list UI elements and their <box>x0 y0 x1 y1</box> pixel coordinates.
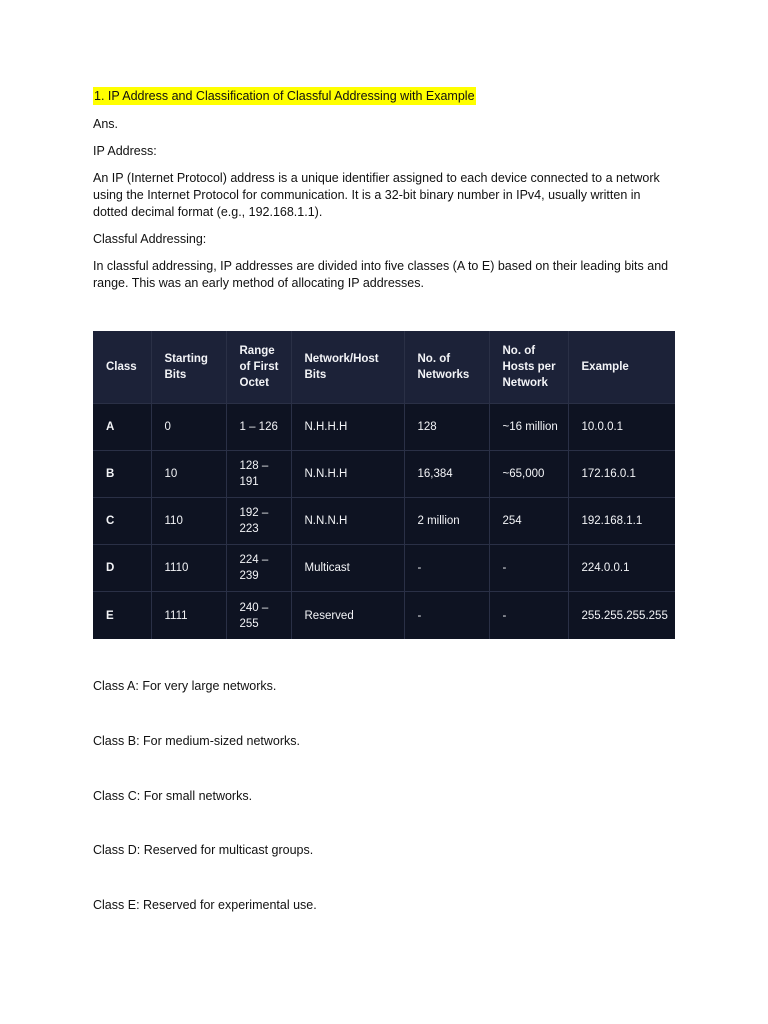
cell-range: 128 – 191 <box>226 450 291 497</box>
ip-address-label: IP Address: <box>93 144 157 158</box>
question-heading <box>93 87 678 105</box>
cell-example: 10.0.0.1 <box>568 403 675 450</box>
classful-addressing-definition: In classful addressing, IP addresses are divided into five classes (A to E) based on their leading bits and range. This was an early method of allocating IP addresses. <box>93 259 669 290</box>
cell-hosts: 254 <box>489 497 568 544</box>
cell-bits: 1111 <box>151 592 226 639</box>
header-network-host: Network/Host Bits <box>291 331 404 403</box>
cell-range: 224 – 239 <box>226 545 291 592</box>
cell-networks: 16,384 <box>404 450 489 497</box>
cell-range: 1 – 126 <box>226 403 291 450</box>
note-class-a: Class A: For very large networks. <box>93 679 277 693</box>
cell-class: B <box>106 467 115 480</box>
note-class-c: Class C: For small networks. <box>93 789 253 803</box>
cell-networks: - <box>404 592 489 639</box>
cell-hosts: - <box>489 545 568 592</box>
cell-bits: 0 <box>151 403 226 450</box>
answer-label: Ans. <box>93 117 119 131</box>
cell-example: 192.168.1.1 <box>568 497 675 544</box>
cell-networks: - <box>404 545 489 592</box>
cell-bits: 110 <box>151 497 226 544</box>
header-range: Range of First Octet <box>226 331 291 403</box>
cell-hosts: - <box>489 592 568 639</box>
document-body <box>93 87 678 292</box>
cell-network-host: Multicast <box>291 545 404 592</box>
header-example: Example <box>568 331 675 403</box>
cell-bits: 10 <box>151 450 226 497</box>
cell-hosts: ~65,000 <box>489 450 568 497</box>
note-class-e: Class E: Reserved for experimental use. <box>93 898 317 912</box>
cell-networks: 2 million <box>404 497 489 544</box>
cell-range: 192 – 223 <box>226 497 291 544</box>
header-networks: No. of Networks <box>404 331 489 403</box>
cell-example: 172.16.0.1 <box>568 450 675 497</box>
note-class-b: Class B: For medium-sized networks. <box>93 734 301 748</box>
cell-hosts: ~16 million <box>489 403 568 450</box>
cell-example: 224.0.0.1 <box>568 545 675 592</box>
classful-addressing-label: Classful Addressing: <box>93 232 207 246</box>
ip-address-definition: An IP (Internet Protocol) address is a unique identifier assigned to each device connected to a network using the Internet Protocol for communication. It is a 32-bit binary number in IPv4, usually written in dotted decimal format (e.g., 192.168.1.1). <box>93 171 660 219</box>
classful-table <box>93 331 675 639</box>
cell-example: 255.255.255.255 <box>568 592 675 639</box>
cell-class: E <box>106 609 114 622</box>
cell-class: C <box>106 514 115 527</box>
classful-table-grid <box>93 331 675 639</box>
cell-network-host: N.N.H.H <box>291 450 404 497</box>
heading-highlight: 1. IP Address and Classification of Classful Addressing with Example <box>94 89 475 103</box>
cell-range: 240 – 255 <box>226 592 291 639</box>
cell-networks: 128 <box>404 403 489 450</box>
cell-class: D <box>106 562 115 575</box>
table-row <box>93 497 675 544</box>
table-row <box>93 545 675 592</box>
header-class: Class <box>106 360 137 373</box>
cell-bits: 1110 <box>151 545 226 592</box>
cell-network-host: Reserved <box>291 592 404 639</box>
header-hosts: No. of Hosts per Network <box>489 331 568 403</box>
table-row <box>93 592 675 639</box>
cell-network-host: N.H.H.H <box>291 403 404 450</box>
table-row <box>93 450 675 497</box>
table-header-row <box>93 331 675 403</box>
header-starting-bits: Starting Bits <box>151 331 226 403</box>
note-class-d: Class D: Reserved for multicast groups. <box>93 843 314 857</box>
table-row <box>93 403 675 450</box>
cell-class: A <box>106 420 115 433</box>
cell-network-host: N.N.N.H <box>291 497 404 544</box>
